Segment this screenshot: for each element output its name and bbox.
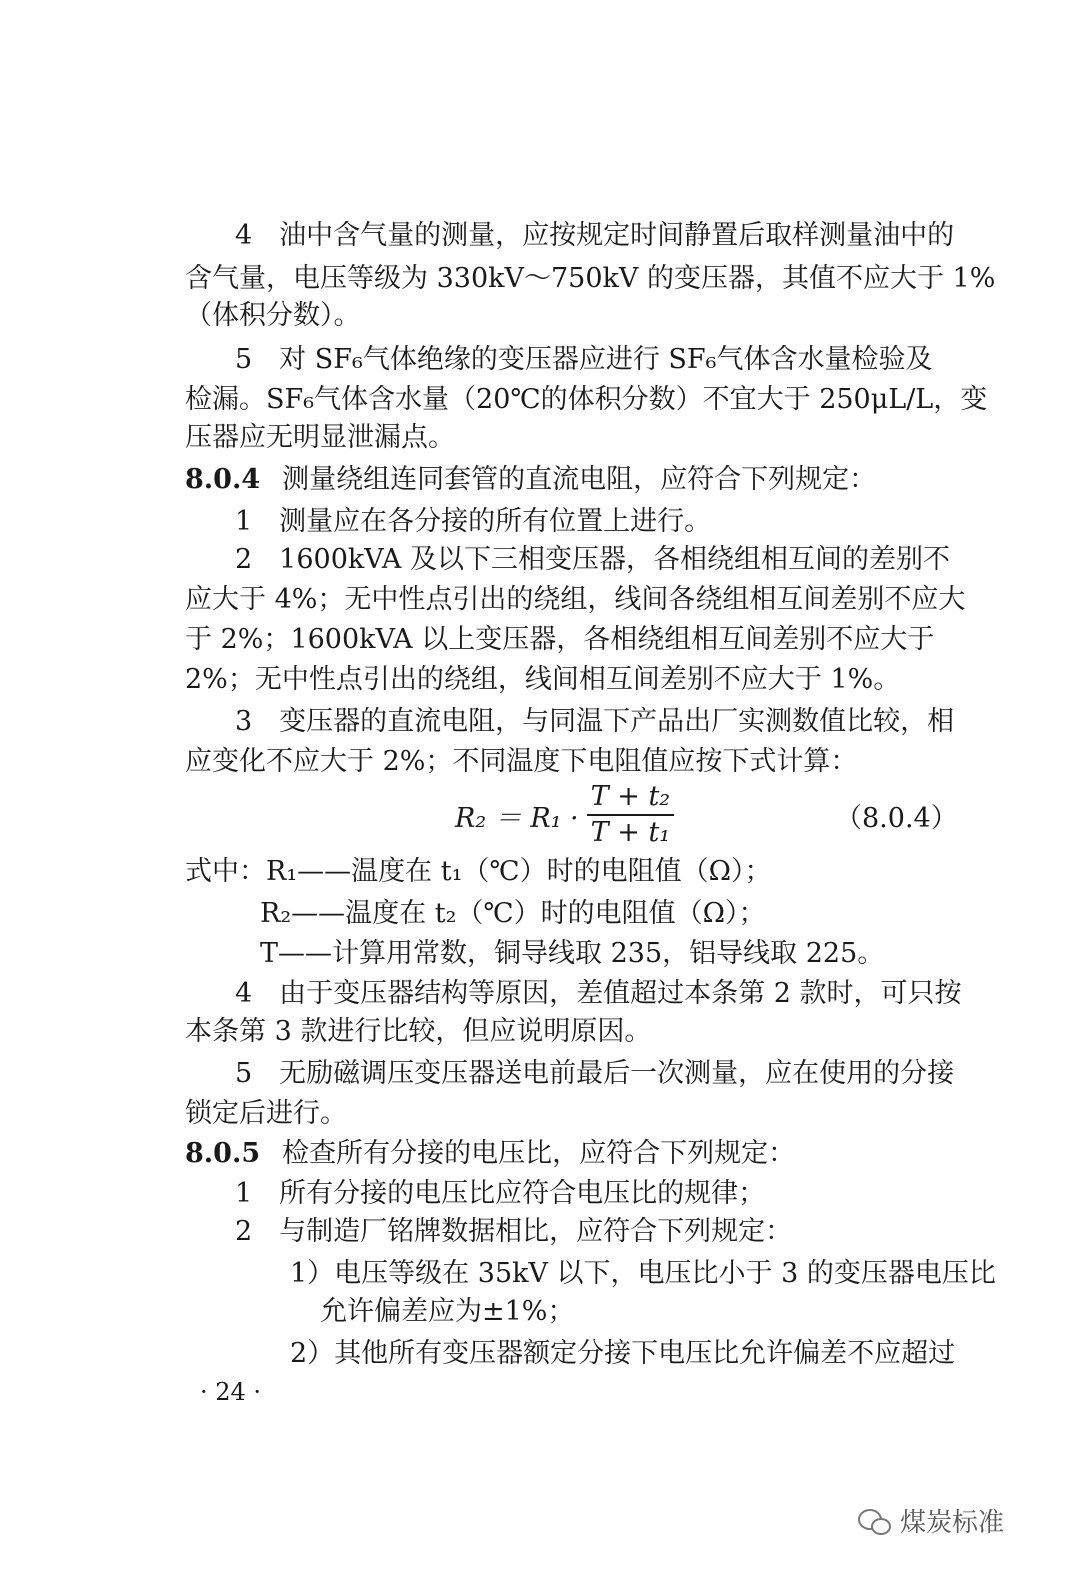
text-line: 2 1600kVA 及以下三相变压器，各相绕组相互间的差别不 — [235, 544, 950, 575]
where-line: R₂——温度在 t₂（℃）时的电阻值（Ω）； — [260, 898, 766, 929]
section-number: 8.0.5 — [185, 1138, 261, 1169]
text-line: 检漏。SF₆气体含水量（20℃的体积分数）不宜大于 250μL/L，变 — [185, 384, 988, 415]
formula-fraction — [587, 782, 674, 848]
section-heading-8-0-4 — [185, 462, 876, 498]
text-line: 1 测量应在各分接的所有位置上进行。 — [235, 506, 712, 537]
section-number: 8.0.4 — [185, 464, 261, 495]
text-line: 本条第 3 款进行比较，但应说明原因。 — [185, 1016, 652, 1047]
formula-denominator: T + t₁ — [590, 817, 671, 848]
where-line: T——计算用常数，铜导线取 235，铝导线取 225。 — [260, 938, 885, 969]
text-line: 2）其他所有变压器额定分接下电压比允许偏差不应超过 — [290, 1338, 956, 1369]
text-line: 5 对 SF₆气体绝缘的变压器应进行 SF₆气体含水量检验及 — [235, 344, 933, 375]
page-number: · 24 · — [200, 1378, 262, 1406]
watermark — [858, 1502, 1004, 1539]
watermark-text: 煤炭标准 — [900, 1508, 1005, 1538]
where-line: 式中：R₁——温度在 t₁（℃）时的电阻值（Ω）； — [185, 856, 772, 887]
text-line: 锁定后进行。 — [185, 1098, 347, 1129]
text-line: 允许偏差应为±1%； — [320, 1296, 575, 1327]
text-line: 4 由于变压器结构等原因，差值超过本条第 2 款时，可只按 — [235, 978, 962, 1009]
text-line: 3 变压器的直流电阻，与同温下产品出厂实测数值比较，相 — [235, 706, 955, 737]
text-line: 1）电压等级在 35kV 以下，电压比小于 3 的变压器电压比 — [290, 1258, 996, 1289]
text-line: 于 2%；1600kVA 以上变压器，各相绕组相互间差别不应大于 — [185, 624, 935, 655]
text-line: 含气量，电压等级为 330kV～750kV 的变压器，其值不应大于 1% — [185, 263, 996, 294]
section-heading-8-0-5 — [185, 1136, 795, 1172]
equation-number: （8.0.4） — [835, 803, 958, 834]
text-line: 1 所有分接的电压比应符合电压比的规律； — [235, 1178, 766, 1209]
text-line: 4 油中含气量的测量，应按规定时间静置后取样测量油中的 — [235, 220, 955, 251]
text-line: 5 无励磁调压变压器送电前最后一次测量，应在使用的分接 — [235, 1058, 955, 1089]
text-line: 2%；无中性点引出的绕组，线间相互间差别不应大于 1%。 — [185, 664, 901, 695]
section-text: 检查所有分接的电压比，应符合下列规定： — [282, 1138, 796, 1169]
text-line: 2 与制造厂铭牌数据相比，应符合下列规定： — [235, 1216, 793, 1247]
formula-numerator: T + t₂ — [587, 782, 674, 816]
formula-8-0-4 — [455, 782, 674, 848]
wechat-icon — [858, 1507, 892, 1535]
section-text: 测量绕组连同套管的直流电阻，应符合下列规定： — [282, 464, 877, 495]
formula-lhs: R₂ ＝ R₁ · — [455, 802, 579, 834]
text-line: 应大于 4%；无中性点引出的绕组，线间各绕组相互间差别不应大 — [185, 584, 966, 615]
text-line: （体积分数）。 — [185, 300, 361, 331]
text-line: 压器应无明显泄漏点。 — [185, 422, 455, 453]
text-line: 应变化不应大于 2%；不同温度下电阻值应按下式计算： — [185, 746, 858, 777]
